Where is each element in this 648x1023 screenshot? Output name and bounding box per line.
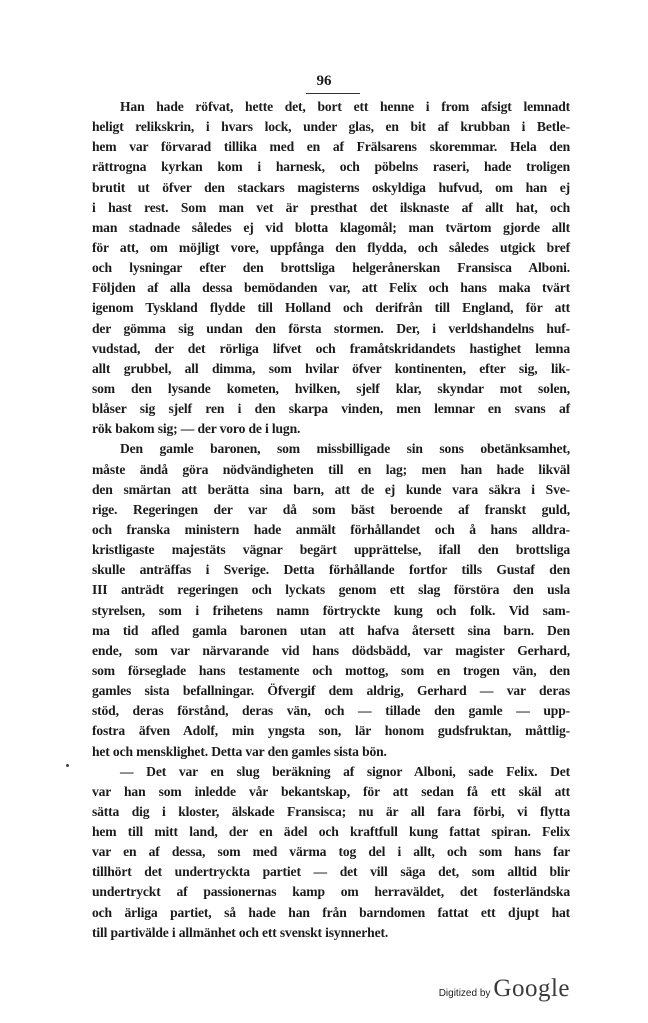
text-line: och franska ministern hade anmält förhållandet och å hans alldra- — [92, 521, 570, 537]
text-line: och ärliga partiet, så hade han från barndomen fattat ett djupt hat — [92, 904, 570, 920]
text-line: den smärtan att berätta sina barn, att de ej kunde vara säkra i Sve- — [92, 481, 570, 497]
text-line: var han som inledde vår bekantskap, för att sedan få ett skäl att — [92, 783, 570, 799]
text-line: Följden af alla dessa bemödanden var, att Felix och hans maka tvärt — [92, 280, 570, 296]
text-line: rättrogna kyrkan kom i harnesk, och pöbelns raseri, hade troligen — [92, 159, 570, 175]
text-line: i hast rest. Som man vet är presthat det ilsknaste af allt hat, och — [92, 199, 570, 215]
body-text — [92, 97, 570, 943]
header-rule — [306, 93, 360, 94]
text-line: styrelsen, som i frihetens namn förtryckte kung och folk. Vid sam- — [92, 602, 570, 618]
text-line: kristligaste majestäts vägnar begärt upprättelse, ifall den brottsliga — [92, 542, 570, 558]
digitized-label: Digitized by — [438, 988, 491, 999]
text-line: vudstad, der det rörliga lifvet och framåtskridandets hastighet lemna — [92, 340, 570, 356]
text-line: Den gamle baronen, som missbilligade sin sons obetänksamhet, — [120, 441, 570, 457]
text-line: var en af dessa, som med värma tog del i allt, och som hans far — [92, 844, 570, 860]
text-line: — Det var en slug beräkning af signor Alboni, sade Felix. Det — [120, 763, 570, 779]
text-line: der gömma sig undan den första stormen. Der, i verldshandelns huf- — [92, 320, 570, 336]
text-line: igenom Tyskland flydde till Holland och derifrån till England, för att — [92, 300, 570, 316]
text-line: stöd, deras förstånd, deras vän, och — tillade den gamle — upp- — [92, 703, 570, 719]
text-line: rige. Regeringen der var då som bäst beroende af franskt guld, — [92, 501, 570, 517]
text-line: måste ändå göra nödvändigheten till en lag; men han hade likväl — [92, 461, 570, 477]
text-line: och lysningar efter den brottsliga helgerånerskan Fransisca Alboni. — [92, 260, 570, 276]
text-line: heligt relikskrin, i hvars lock, under glas, en bit af krubban i Betle- — [92, 119, 570, 135]
digitized-by-watermark — [439, 975, 570, 1003]
text-line: som förseglade hans testamente och mottog, som en trogen vän, den — [92, 662, 570, 678]
text-line: brutit ut öfver den stackars magisterns oskyldiga hufvud, om han ej — [92, 179, 570, 195]
text-line: man stadnade således ej vid blotta klagomål; man tvärtom gjorde allt — [92, 219, 570, 235]
margin-mark — [66, 764, 69, 767]
text-line: rök bakom sig; — der voro de i lugn. — [92, 421, 301, 437]
text-line: gamles sista befallningar. Öfvergif dem aldrig, Gerhard — var deras — [92, 683, 570, 699]
text-line: het och mensklighet. Detta var den gamles sista bön. — [92, 743, 387, 759]
text-line: hem till mitt land, der en ädel och kraftfull kung fattat spiran. Felix — [92, 824, 570, 840]
text-line: för att, om möjligt vore, uppfånga den flydda, och således utgick bref — [92, 239, 570, 255]
text-line: allt grubbel, all dimma, som hvilar öfver kontinenten, efter sig, lik- — [92, 360, 570, 376]
text-line: som den lysande kometen, hvilken, sjelf klar, skyndar mot solen, — [92, 380, 570, 396]
text-line: Han hade röfvat, hette det, bort ett henne i from afsigt lemnadt — [120, 99, 570, 114]
text-line: ende, som var närvarande vid hans dödsbädd, var magister Gerhard, — [92, 642, 570, 658]
text-line: undertryckt af passionernas kamp om herraväldet, det fosterländska — [92, 884, 570, 900]
text-line: III anträdt regeringen och lyckats genom ett slag förstöra den usla — [92, 582, 570, 598]
text-line: skulle anträffas i Sverige. Detta förhållande fortfor tills Gustaf den — [92, 562, 570, 578]
text-line: till partivälde i allmänhet och ett svenskt isynnerhet. — [92, 924, 389, 940]
page-number: 96 — [316, 73, 332, 89]
text-line: fostra äfven Adolf, min yngsta son, lär honom gudsfruktan, måttlig- — [92, 723, 570, 739]
text-line: blåser sig sjelf ren i den skarpa vinden, men lemnar en svans af — [92, 401, 570, 417]
google-logo: Google — [493, 975, 570, 1002]
text-line: hem var förvarad tillika med en af Frälsarens skoremmar. Hela den — [92, 139, 570, 155]
text-line: ma tid afled gamla baronen utan att hafva återsett sina barn. Den — [92, 622, 570, 638]
text-line: sätta dig i kloster, älskade Fransisca; nu är all fara förbi, vi flytta — [92, 803, 570, 819]
text-line: tillhört det undertryckta partiet — det vill säga det, som alltid blir — [92, 864, 570, 880]
